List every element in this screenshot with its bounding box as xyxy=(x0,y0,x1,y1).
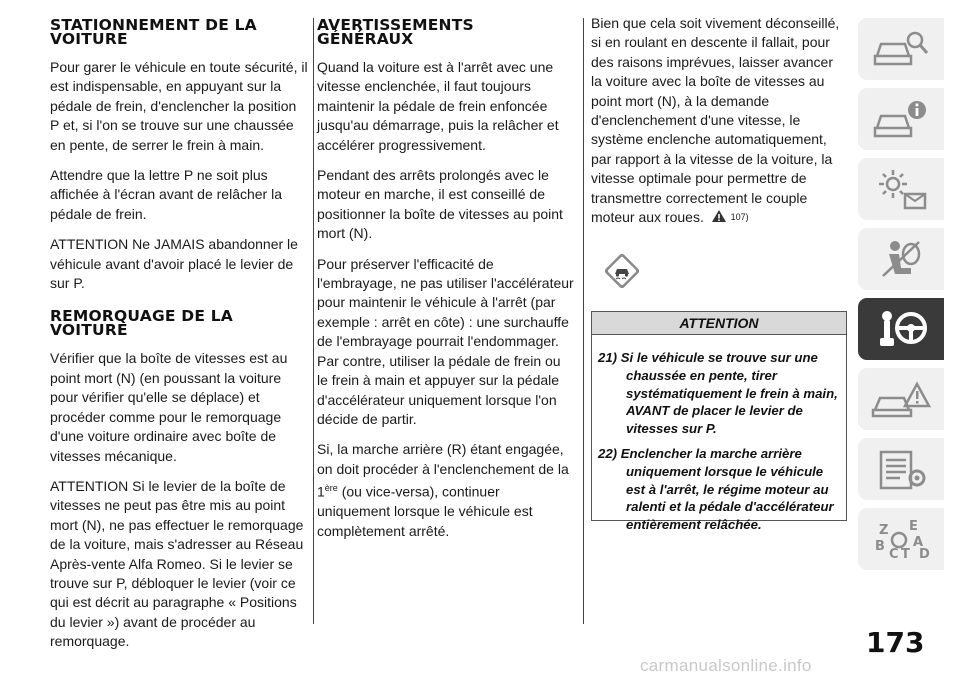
paragraph xyxy=(317,440,575,541)
sidebar-tab-gear-steering[interactable] xyxy=(858,298,944,360)
sidebar-tab-index[interactable] xyxy=(858,508,944,570)
car-info-icon xyxy=(871,96,931,142)
heading-avertissements: AVERTISSEMENTS GÉNÉRAUX xyxy=(317,16,474,48)
warning-triangle-icon xyxy=(711,209,727,223)
sidebar-tab-car-info[interactable] xyxy=(858,88,944,150)
sidebar-tab-dashboard-lights[interactable] xyxy=(858,158,944,220)
sidebar-tab-breakdown[interactable] xyxy=(858,368,944,430)
svg-text:C: C xyxy=(889,547,899,562)
attention-header: ATTENTION xyxy=(591,311,847,335)
paragraph: Vérifier que la boîte de vitesses est au point mort (N) (en poussant la voiture pour vérifier qu'elle se déplace) et procéder comme pour le remorquage d'une voiture ordinaire avec boîte de vitesses mécanique. xyxy=(50,350,288,464)
breakdown-warning-icon xyxy=(871,376,931,422)
alphabet-index-icon xyxy=(871,516,931,562)
svg-text:E: E xyxy=(909,519,918,534)
column-divider xyxy=(583,18,584,624)
slippery-road-icon xyxy=(602,251,642,291)
dashboard-lights-icon xyxy=(871,166,931,212)
airbag-seat-icon xyxy=(871,236,931,282)
car-search-icon xyxy=(871,26,931,72)
paragraph-part: (ou vice-versa), continuer uniquement lorsque le véhicule est complètement arrêté. xyxy=(317,483,533,539)
paragraph: Pour garer le véhicule en toute sécurité, il est indispensable, en appuyant sur la pédale de frein, d'enclencher la position P et, si l'on se trouve sur une chaussée en pente, de serrer le frein à main. xyxy=(50,59,308,153)
side-navigation xyxy=(858,18,960,578)
left-column xyxy=(50,14,308,663)
paragraph xyxy=(591,14,847,227)
paragraph: Quand la voiture est à l'arrêt avec une vitesse enclenchée, il faut toujours maintenir la pédale de frein enfoncée jusqu'au démarrage, puis la relâcher et accélérer progressivement. xyxy=(317,59,559,153)
page-number: 173 xyxy=(866,626,925,659)
sidebar-tab-car-search[interactable] xyxy=(858,18,944,80)
heading-stationnement: STATIONNEMENT DE LA VOITURE xyxy=(50,16,257,48)
warning-reference: 107) xyxy=(730,212,749,223)
svg-text:Z: Z xyxy=(879,523,889,538)
watermark: carmanualsonline.info xyxy=(640,656,812,675)
attention-item: 22) Enclencher la marche arrière uniquement lorsque le véhicule est à l'arrêt, le régime moteur au ralenti et la pédale d'accélérateur entièrement relâchée. xyxy=(598,446,834,532)
column-divider xyxy=(313,18,314,624)
paragraph: ATTENTION Ne JAMAIS abandonner le véhicule avant d'avoir placé le levier de sur P. xyxy=(50,236,298,292)
paragraph: Pour préserver l'efficacité de l'embrayage, ne pas utiliser l'accélérateur pour maintenir le véhicule à l'arrêt (par exemple : arrêt en côte) : une surchauffe de l'embrayage pourrait l'endommager. Par contre, utiliser la pédale de frein ou le frein à main et appuyer sur la pédale d'accélérateur uniquement lorsque l'on décide de partir. xyxy=(317,255,574,427)
attention-item: 21) Si le véhicule se trouve sur une chaussée en pente, tirer systématiquement le frein à main, AVANT de placer le levier de vitesses sur P. xyxy=(598,350,838,436)
middle-column xyxy=(317,14,575,552)
paragraph: Pendant des arrêts prolongés avec le moteur en marche, il est conseillé de positionner la boîte de vitesses au point mort (N). xyxy=(317,167,563,242)
heading-remorquage: REMORQUAGE DE LA VOITURE xyxy=(50,307,233,340)
paragraph: ATTENTION Si le levier de la boîte de vitesses ne peut pas être mis au point mort (N), ne pas effectuer le remorquage de la voiture, mais s'adresser au Réseau Après-vente Alfa Romeo. Si le levier se trouve sur P, débloquer le levier (voir ce qui est décrit au paragraphe « Positions du levier ») avant de procéder au remorquage. xyxy=(50,477,304,650)
sidebar-tab-maintenance[interactable] xyxy=(858,438,944,500)
sidebar-tab-airbag-seat[interactable] xyxy=(858,228,944,290)
svg-text:D: D xyxy=(919,547,930,562)
paragraph: Attendre que la lettre P ne soit plus affichée à l'écran avant de relâcher la pédale de frein. xyxy=(50,167,283,222)
svg-text:T: T xyxy=(901,547,910,562)
attention-box xyxy=(591,335,847,532)
gear-lever-steering-icon xyxy=(871,306,931,352)
svg-text:A: A xyxy=(913,535,924,550)
maintenance-list-icon xyxy=(871,446,931,492)
superscript: ère xyxy=(324,483,338,494)
paragraph-text: Bien que cela soit vivement déconseillé, si en roulant en descente il fallait, pour des raisons imprévues, laisser avancer la voiture avec la boîte de vitesses au point mort (N), à la demande d'enclenchement d'une vitesse, le système enclenche automatiquement, par rapport à la vitesse de la voiture, la vitesse optimale pour permettre de transmettre correctement le couple moteur aux roues. xyxy=(591,15,840,226)
svg-text:B: B xyxy=(875,539,885,554)
paragraph-part: Si, la marche arrière (R) étant engagée, on doit procéder à l'enclenchement de la 1 xyxy=(317,441,569,500)
